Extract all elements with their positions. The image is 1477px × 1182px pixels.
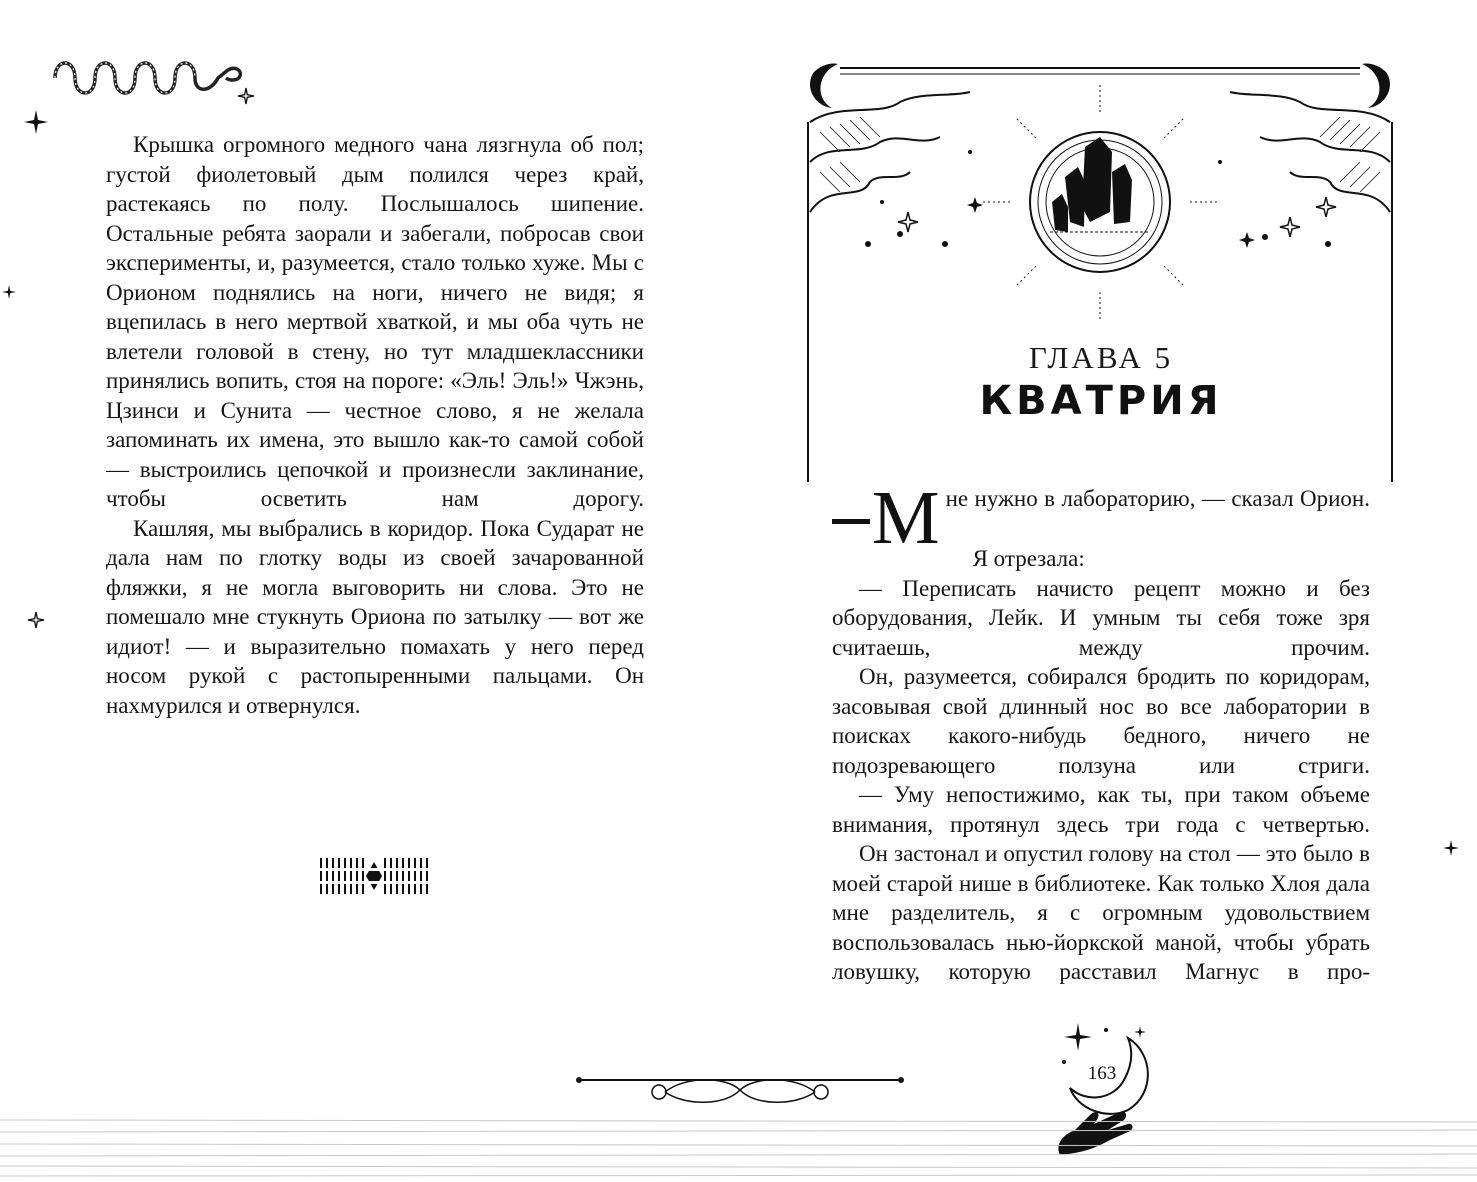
- sparkle-icon: [238, 88, 254, 104]
- paragraph: Я отрезала:: [972, 546, 1085, 571]
- paragraph: Кашляя, мы выбрались в коридор. Пока Сударат не дала нам по глотку воды из своей зачарованной фляжки, я не могла выговорить ни слова. Это не помешало мне стукнуть Ориона по затылку — вот же идиот! — и выразительно помахать у него перед носом рукой с растопыренными пальцами. Он нахмурился и отвернулся.: [106, 515, 644, 718]
- first-paragraph-text: не нужно в лабораторию, — сказал Орион.: [945, 486, 1370, 511]
- chapter-label: ГЛАВА 5: [1028, 340, 1174, 375]
- paragraph: Крышка огромного медного чана лязгнула об пол; густой фиолетовый дым полился через край, растекаясь по полу. Послышалось шипение. Остальные ребята заорали и забегали, побросав свои эксперименты, и, разумеется, стало только хуже. Мы с Орионом поднялись на ноги, ничего не видя; я вцепилась в него мертвой хваткой, и мы оба чуть не влетели головой в стену, но тут младшеклассники принялись вопить, стоя на пороге: «Эль! Эль!» Чжэнь, Цзинси и Сунита — честное слово, я не желала запоминать их имена, это вышло как-то самой собой — выстроились цепочкой и произнесли заклинание, чтобы осветить нам дорогу.: [106, 132, 644, 511]
- paragraph: — Уму непостижимо, как ты, при таком объеме внимания, протянул здесь три года с четвертью.: [832, 782, 1370, 837]
- sparkle-icon: [1443, 840, 1459, 856]
- sparkle-icon: [24, 110, 48, 134]
- left-page-text: [106, 130, 644, 720]
- paragraph: — Переписать начисто рецепт можно и без оборудования, Лейк. И умным ты себя тоже зря считаешь, между прочим.: [832, 575, 1370, 660]
- snake-icon: [50, 48, 250, 108]
- ornament-divider-icon: [318, 856, 430, 896]
- page-number: 163: [1087, 1063, 1117, 1084]
- right-page-text: [832, 476, 1370, 987]
- paragraph: Он застонал и опустил голову на стол — это было в моей старой нише в библиотеке. Как только Хлоя дала мне разделитель, я с огромным удовольствием воспользовалась нью-йоркской маной, чтобы убрать ловушку, которую расставил Магнус в про-: [832, 841, 1370, 984]
- page-texture: [0, 1100, 1477, 1182]
- paragraph: Он, разумеется, собирался бродить по коридорам, засовывая свой длинный нос во все лаборатории в поисках какого-нибудь бедного, ничего не подозревающего ползуна или стриги.: [832, 664, 1370, 778]
- crescent-moon-icon: [1362, 63, 1390, 108]
- sparkle-icon: [2, 285, 16, 299]
- chapter-title: КВАТРИЯ: [979, 378, 1223, 424]
- sparkle-icon: [28, 612, 44, 628]
- crescent-moon-icon: [810, 63, 838, 108]
- dropcap: М: [832, 488, 940, 548]
